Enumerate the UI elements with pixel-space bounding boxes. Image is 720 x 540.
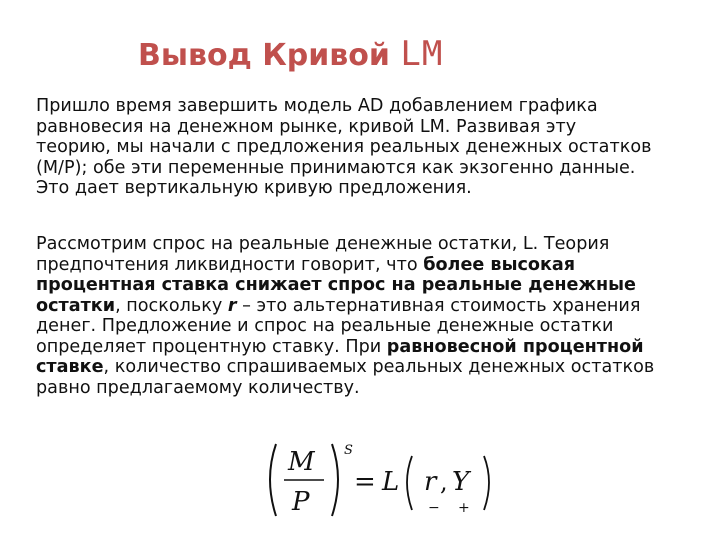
variable-r: r — [227, 295, 237, 316]
paragraph2-line: равно предлагаемому количеству. — [36, 377, 360, 398]
text-run: – это альтернативная стоимость хранения — [236, 295, 641, 316]
paragraph-money-supply — [36, 96, 716, 199]
formula-superscript-s: S — [344, 443, 353, 458]
bold-run: более высокая — [423, 254, 576, 275]
formula-minus-sign: − — [428, 500, 440, 516]
bold-run: ставке — [36, 357, 104, 377]
formula-plus-sign: + — [458, 500, 470, 516]
paragraph2-line — [36, 337, 716, 358]
formula-Y: Y — [452, 467, 470, 497]
paragraph2-line — [36, 296, 716, 317]
text-run: определяет процентную ставку. При — [36, 336, 387, 357]
left-paren-large — [270, 444, 276, 516]
left-paren — [407, 456, 412, 510]
formula-r: r — [424, 467, 437, 497]
paragraph2-line: денег. Предложение и спрос на реальные денежные остатки — [36, 316, 614, 336]
formula-L: L — [382, 467, 400, 497]
formula-comma: , — [440, 468, 448, 496]
text-run: , количество спрашиваемых реальных денежных остатков — [103, 357, 655, 377]
title-lm-text: LM — [400, 34, 444, 74]
paragraph1-line: (M/P); обе эти переменные принимаются как экзогенно данные. — [36, 157, 636, 178]
formula-svg — [262, 436, 502, 522]
paragraph2-line: Рассмотрим спрос на реальные денежные остатки, L. Теория — [36, 234, 610, 254]
paragraph1-line: теорию, мы начали с предложения реальных денежных остатков — [36, 137, 652, 157]
bold-run: процентная ставка снижает спрос на реальные денежные — [36, 275, 636, 295]
formula-equals: = — [354, 467, 376, 497]
slide-title — [138, 34, 443, 74]
paragraph1-line: Это дает вертикальную кривую предложения. — [36, 178, 472, 198]
paragraph2-line — [36, 275, 716, 296]
paragraph1-line: Пришло время завершить модель AD добавлением графика — [36, 96, 598, 116]
text-run: предпочтения ликвидности говорит, что — [36, 254, 424, 275]
right-paren-large — [332, 444, 338, 516]
paragraph2-line — [36, 357, 716, 378]
right-paren — [484, 456, 489, 510]
bold-run: остатки — [36, 295, 116, 316]
title-main-text: Вывод Кривой — [138, 38, 390, 73]
formula-P: P — [292, 487, 310, 517]
paragraph1-line: равновесия на денежном рынке, кривой LM. Развивая эту — [36, 116, 577, 137]
paragraph-money-demand — [36, 234, 716, 398]
money-market-equilibrium-formula — [262, 436, 502, 522]
text-run: , поскольку — [115, 295, 228, 316]
paragraph2-line — [36, 255, 716, 276]
formula-M: M — [288, 447, 315, 477]
bold-run: равновесной процентной — [386, 336, 644, 357]
